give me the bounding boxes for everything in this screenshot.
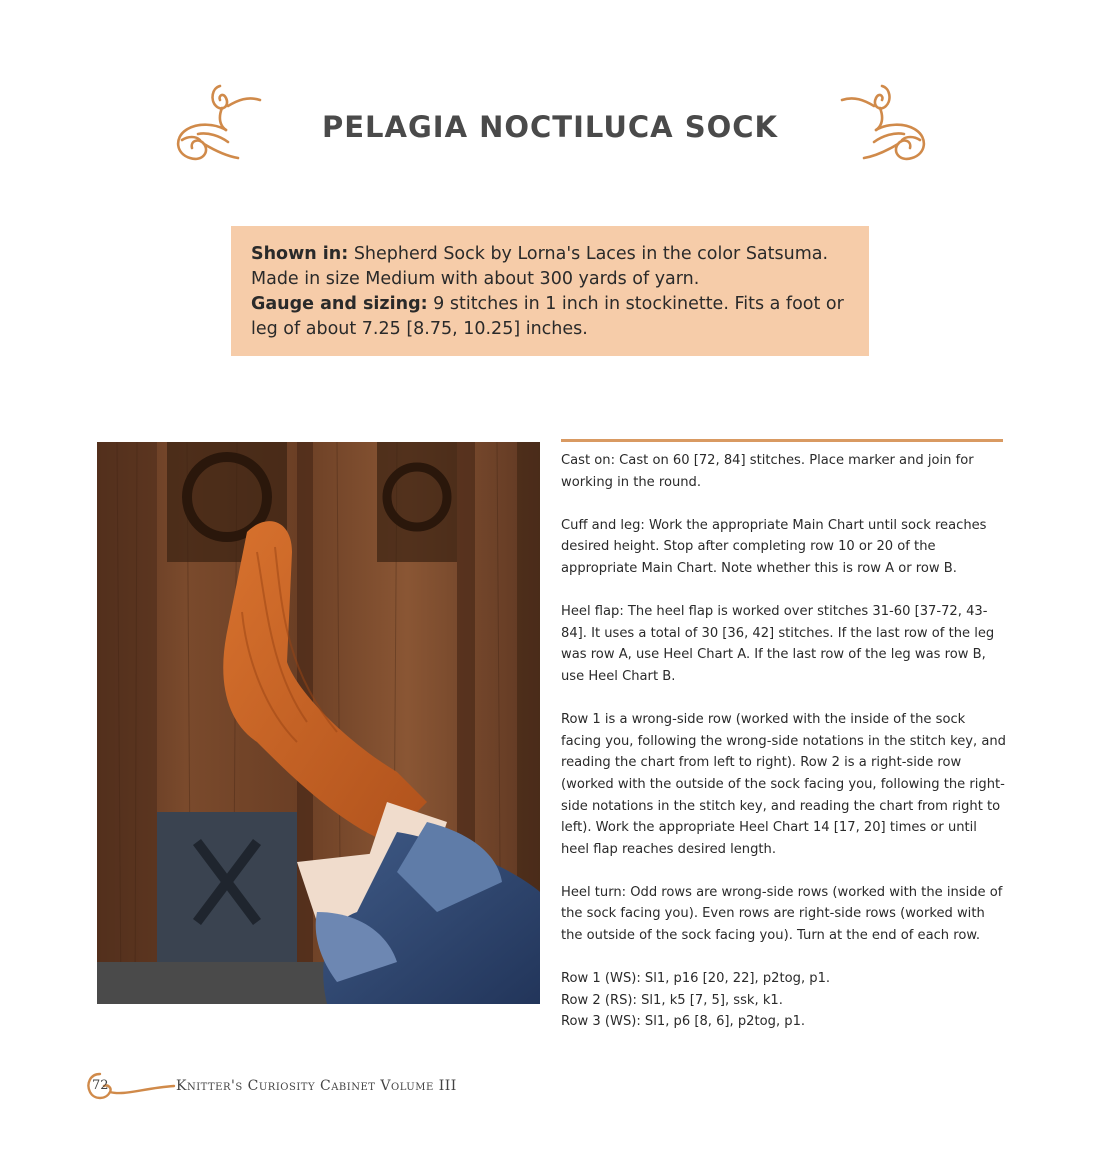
page-number: 72 bbox=[92, 1078, 109, 1093]
paragraph-heel-flap: Heel flap: The heel flap is worked over stitches 31-60 [37-72, 43-84]. It uses a total of 30 [36, 42] stitches. If the last row of the leg was row A, use Heel Chart A. If the last row of the leg was row B, use Heel Chart B. bbox=[561, 604, 995, 684]
right-flourish-icon bbox=[834, 78, 934, 166]
gauge-label: Gauge and sizing: bbox=[251, 294, 428, 314]
section-divider bbox=[561, 439, 1003, 442]
row-instruction: Row 3 (WS): Sl1, p6 [8, 6], p2tog, p1. bbox=[561, 1014, 806, 1030]
shown-in-text: Shepherd Sock by Lorna's Laces in the color Satsuma. Made in size Medium with about 300 yards of yarn. bbox=[251, 244, 829, 289]
row-instruction: Row 2 (RS): Sl1, k5 [7, 5], ssk, k1. bbox=[561, 992, 783, 1008]
shown-in-label: Shown in: bbox=[251, 244, 349, 264]
sock-photo bbox=[97, 442, 540, 1004]
pattern-instructions bbox=[561, 450, 1006, 1033]
paragraph-cast-on: Cast on: Cast on 60 [72, 84] stitches. Place marker and join for working in the round. bbox=[561, 453, 974, 490]
paragraph-heel-turn: Heel turn: Odd rows are wrong-side rows (worked with the inside of the sock facing you). Even rows are right-side rows (worked with the outside of the sock facing you). Turn at the end of each row. bbox=[561, 884, 1003, 944]
paragraph-cuff-leg: Cuff and leg: Work the appropriate Main Chart until sock reaches desired height. Stop after completing row 10 or 20 of the appropriate Main Chart. Note whether this is row A or row B. bbox=[561, 517, 987, 576]
row-instruction: Row 1 (WS): Sl1, p16 [20, 22], p2tog, p1. bbox=[561, 971, 831, 987]
pattern-info-box bbox=[231, 226, 869, 356]
gauge-text: 9 stitches in 1 inch in stockinette. Fits a foot or leg of about 7.25 [8.75, 10.25] inches. bbox=[251, 294, 844, 339]
book-title: Knitter's Curiosity Cabinet Volume III bbox=[176, 1078, 457, 1094]
page-title: PELAGIA NOCTILUCA SOCK bbox=[321, 110, 778, 144]
paragraph-row-notes: Row 1 is a wrong-side row (worked with the inside of the sock facing you, following the wrong-side notations in the stitch key, and reading the chart from left to right). Row 2 is a right-side row (worked with the outside of the sock facing you, following the right-side notations in the stitch key, and reading the chart from right to left). Work the appropriate Heel Chart 14 [17, 20] times or until heel flap reaches desired length. bbox=[561, 712, 1006, 857]
sock-photo-icon bbox=[97, 442, 540, 1004]
